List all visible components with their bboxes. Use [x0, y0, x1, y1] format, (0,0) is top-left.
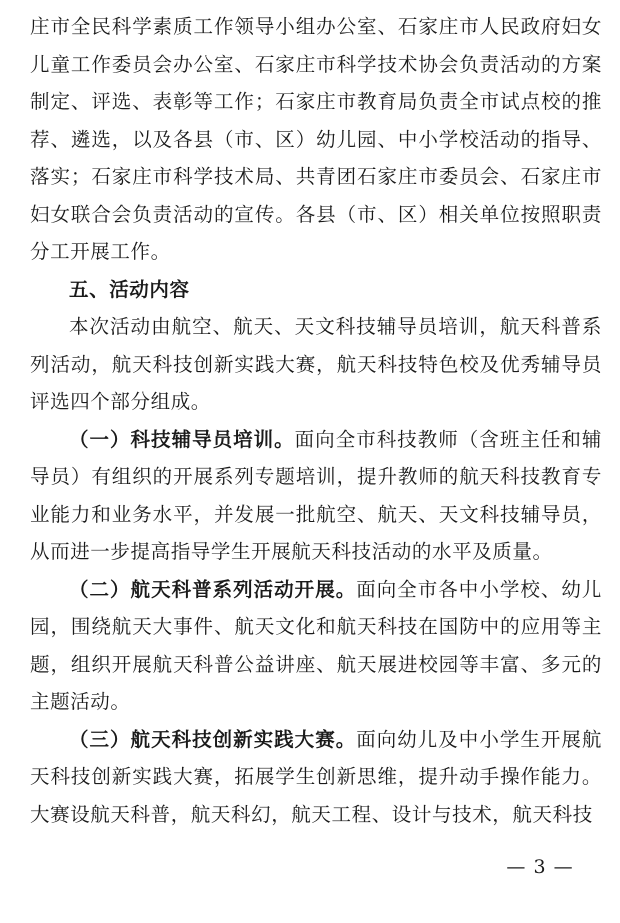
page-number: — 3 — [506, 856, 574, 878]
item-3 [30, 721, 602, 834]
item-1-title: （一）科技辅导员培训。 [69, 427, 295, 451]
paragraph-continued: 庄市全民科学素质工作领导小组办公室、石家庄市人民政府妇女儿童工作委员会办公室、石家庄市科学技术协会负责活动的方案制定、评选、表彰等工作；石家庄市教育局负责全市试点校的推荐、遴选，以及各县（市、区）幼儿园、中小学校活动的指导、落实；石家庄市科学技术局、共青团石家庄市委员会、石家庄市妇女联合会负责活动的宣传。各县（市、区）相关单位按照职责分工开展工作。 [30, 15, 602, 263]
item-2-body: 面向全市各中小学校、幼儿园，围绕航天大事件、航天文化和航天科技在国防中的应用等主题，组织开展航天科普公益讲座、航天展进校园等丰富、多元的主题活动。 [30, 577, 602, 713]
paragraph-intro: 本次活动由航空、航天、天文科技辅导员培训，航天科普系列活动，航天科技创新实践大赛，航天科技特色校及优秀辅导员评选四个部分组成。 [30, 315, 602, 413]
item-2 [30, 571, 602, 721]
section-heading: 五、活动内容 [69, 277, 190, 301]
item-3-title: （三）航天科技创新实践大赛。 [69, 727, 357, 751]
item-1 [30, 421, 602, 571]
document-body [30, 8, 602, 833]
item-2-title: （二）航天科普系列活动开展。 [69, 577, 357, 601]
item-3-body: 面向幼儿及中小学生开展航天科技创新实践大赛，拓展学生创新思维，提升动手操作能力。大赛设航天科普，航天科幻，航天工程、设计与技术，航天科技 [30, 727, 602, 826]
item-1-body: 面向全市科技教师（含班主任和辅导员）有组织的开展系列专题培训，提升教师的航天科技教育专业能力和业务水平，并发展一批航空、航天、天文科技辅导员，从而进一步提高指导学生开展航天科技活动的水平及质量。 [30, 427, 602, 563]
